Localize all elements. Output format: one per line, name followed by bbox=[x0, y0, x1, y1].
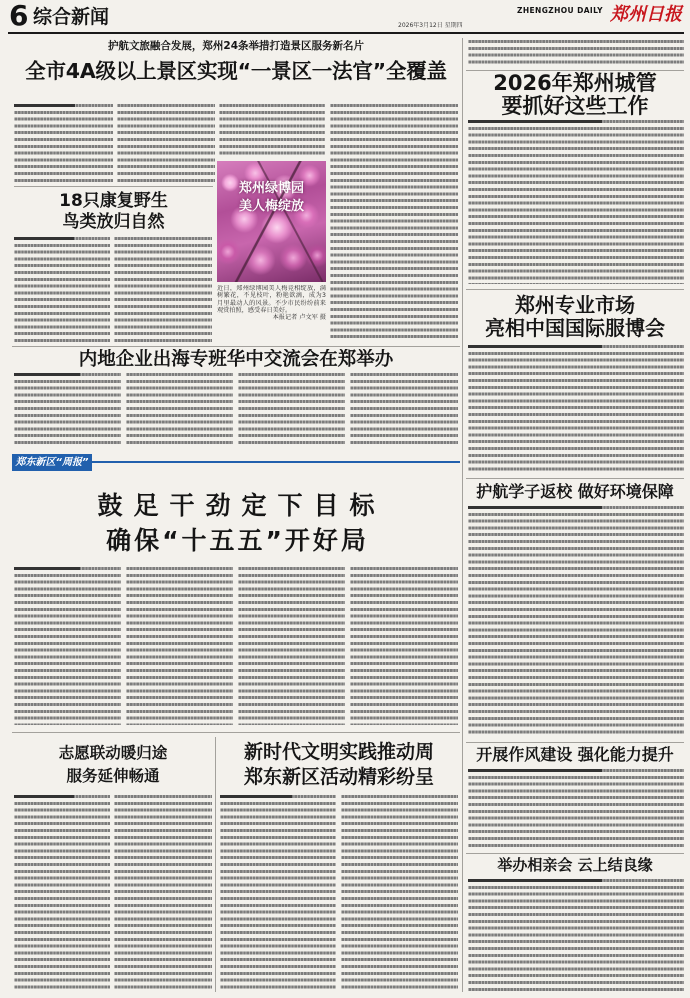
urban-mgmt-body bbox=[468, 120, 684, 284]
top-story-kicker: 护航文旅融合发展，郑州24条举措打造景区服务新名片 bbox=[107, 40, 365, 52]
photo-caption-text: 近日，郑州绿博园美人梅竞相绽放，满树繁花，不见枝叶，粉艳欲滴，成为3月里最动人的风景。不少市民纷纷前来观赏拍照，感受春日美好。 bbox=[217, 285, 326, 314]
photo-credit: 本报记者 卢文军 摄 bbox=[272, 314, 326, 322]
top-story-body-col-4 bbox=[330, 104, 458, 342]
volunteers-body-col-2 bbox=[114, 795, 212, 991]
lead-body-col-2 bbox=[126, 567, 233, 725]
civilization-body-col-1 bbox=[220, 795, 336, 991]
lead-headline bbox=[12, 489, 460, 559]
expo-body bbox=[468, 345, 684, 471]
top-story-headline: 全市4A级以上景区实现“一景区一法官”全覆盖 bbox=[25, 59, 447, 83]
section-rule bbox=[466, 742, 684, 743]
exchange-headline: 内地企业出海专班华中交流会在郑举办 bbox=[78, 349, 394, 370]
exchange-body-col-4 bbox=[350, 373, 458, 446]
conduct-body bbox=[468, 769, 684, 849]
right-top-body bbox=[468, 40, 684, 67]
birds-headline-line-1: 18只康复野生 bbox=[59, 191, 168, 211]
birds-body-col-2 bbox=[114, 237, 212, 342]
top-story-body-col-3 bbox=[219, 104, 325, 155]
birds-headline bbox=[14, 191, 213, 233]
section-rule bbox=[12, 732, 460, 733]
section-rule bbox=[466, 70, 684, 71]
page-number: 6 bbox=[9, 1, 29, 31]
volunteers-body-col-1 bbox=[14, 795, 110, 991]
section-rule bbox=[466, 289, 684, 290]
civilization-body-col-2 bbox=[341, 795, 458, 991]
header-rule bbox=[8, 32, 684, 34]
birds-headline-line-2: 鸟类放归自然 bbox=[62, 212, 165, 232]
photo-overlay-line-1: 郑州绿博园 bbox=[238, 181, 304, 196]
section-rule bbox=[466, 478, 684, 479]
lead-body-col-1 bbox=[14, 567, 121, 725]
zhengdong-weekly-tag: 郑东新区“周报” bbox=[12, 454, 92, 471]
top-story-body-col-2 bbox=[117, 104, 215, 182]
school-headline: 护航学子返校 做好环境保障 bbox=[476, 482, 674, 501]
volunteers-headline-line-1: 志愿联动暖归途 bbox=[58, 744, 168, 762]
civilization-headline-line-2: 郑东新区活动精彩纷呈 bbox=[243, 766, 434, 788]
matchmaking-headline: 举办相亲会 云上结良缘 bbox=[497, 856, 653, 874]
urban-mgmt-headline-line-1: 2026年郑州城管 bbox=[493, 72, 657, 95]
zhengdong-weekly-rule bbox=[92, 461, 460, 463]
section-rule bbox=[12, 346, 460, 347]
column-divider bbox=[215, 737, 216, 992]
photo-caption bbox=[217, 285, 326, 329]
column-divider bbox=[462, 38, 463, 992]
plum-blossom-photo bbox=[217, 161, 326, 282]
date-line: 2026年3月12日 星期四 bbox=[398, 22, 463, 29]
expo-headline-line-1: 郑州专业市场 bbox=[515, 294, 635, 317]
section-title: 综合新闻 bbox=[33, 6, 110, 28]
birds-body-col-1 bbox=[14, 237, 110, 342]
paper-name-english: ZHENGZHOU DAILY bbox=[517, 6, 603, 15]
civilization-headline bbox=[218, 740, 460, 790]
top-story-body-col-1 bbox=[14, 104, 113, 182]
volunteers-headline bbox=[14, 742, 212, 788]
section-rule bbox=[14, 186, 213, 187]
exchange-body-col-2 bbox=[126, 373, 233, 446]
lead-body-col-3 bbox=[238, 567, 345, 725]
matchmaking-body bbox=[468, 879, 684, 991]
expo-headline bbox=[466, 294, 684, 340]
expo-headline-line-2: 亮相中国国际服博会 bbox=[485, 316, 665, 340]
conduct-headline: 开展作风建设 强化能力提升 bbox=[476, 745, 674, 764]
school-body bbox=[468, 506, 684, 737]
lead-body-col-4 bbox=[350, 567, 458, 725]
urban-mgmt-headline bbox=[466, 72, 684, 118]
section-rule bbox=[466, 853, 684, 854]
lead-headline-line-1: 鼓足干劲定下目标 bbox=[97, 491, 386, 520]
civilization-headline-line-1: 新时代文明实践推动周 bbox=[243, 741, 434, 763]
exchange-body-col-3 bbox=[238, 373, 345, 446]
photo-overlay-line-2: 美人梅绽放 bbox=[238, 199, 304, 214]
lead-headline-line-2: 确保“十五五”开好局 bbox=[106, 526, 369, 555]
exchange-body-col-1 bbox=[14, 373, 121, 446]
volunteers-headline-line-2: 服务延伸畅通 bbox=[66, 767, 160, 785]
urban-mgmt-headline-line-2: 要抓好这些工作 bbox=[501, 94, 649, 118]
newspaper-logo: 郑州日报 bbox=[610, 4, 682, 25]
